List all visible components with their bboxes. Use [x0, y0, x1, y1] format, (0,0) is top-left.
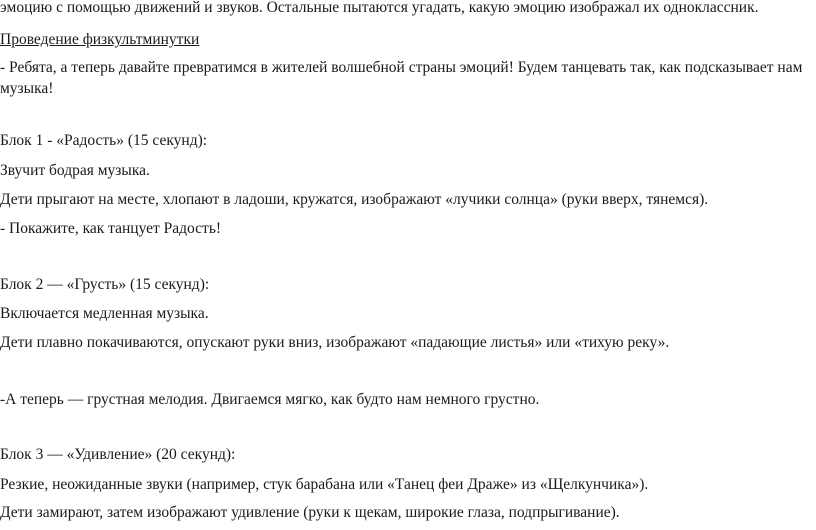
block3-music: Резкие, неожиданные звуки (например, стук барабана или «Танец феи Драже» из «Щелкунчика»).: [0, 476, 649, 493]
intro-line: - Ребята, а теперь давайте превратимся в жителей волшебной страны эмоций! Будем танцевать так, как подсказывает нам: [0, 59, 803, 76]
intro-line-continued: музыка!: [0, 80, 54, 97]
section-heading: Проведение физкультминутки: [0, 31, 200, 48]
block2-action: Дети плавно покачиваются, опускают руки вниз, изображают «падающие листья» или «тихую реку».: [0, 334, 670, 351]
block2-music: Включается медленная музыка.: [0, 305, 209, 322]
block1-prompt: - Покажите, как танцует Радость!: [0, 220, 222, 237]
block2-title: Блок 2 — «Грусть» (15 секунд):: [0, 276, 210, 293]
block1-action: Дети прыгают на месте, хлопают в ладоши, кружатся, изображают «лучики солнца» (руки вверх, тянемся).: [0, 191, 709, 208]
block1-music: Звучит бодрая музыка.: [0, 162, 150, 179]
block3-action: Дети замирают, затем изображают удивление (руки к щекам, широкие глаза, подпрыгивание).: [0, 504, 620, 521]
block3-title: Блок 3 — «Удивление» (20 секунд):: [0, 446, 236, 463]
paragraph-line: эмоцию с помощью движений и звуков. Остальные пытаются угадать, какую эмоцию изображал их одноклассник.: [0, 0, 759, 16]
block2-prompt: -А теперь — грустная мелодия. Двигаемся мягко, как будто нам немного грустно.: [0, 391, 540, 408]
block1-title: Блок 1 - «Радость» (15 секунд):: [0, 132, 208, 149]
